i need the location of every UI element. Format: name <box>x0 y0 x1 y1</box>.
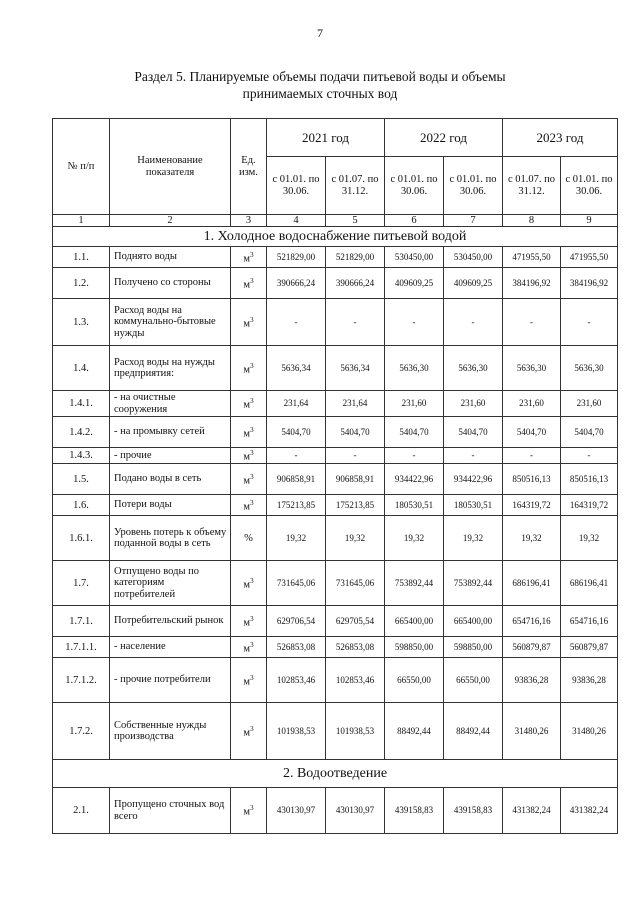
value-cell: 231,60 <box>503 391 561 417</box>
row-number: 1.7.1.2. <box>53 658 110 703</box>
unit-symbol: % <box>244 532 253 544</box>
header-period: с 01.01. по 30.06. <box>385 157 444 215</box>
header-period: с 01.07. по 31.12. <box>326 157 385 215</box>
unit-superscript: 3 <box>250 498 254 507</box>
row-name: Расход воды на коммунально-бытовые нужды <box>110 299 231 346</box>
row-name: Расход воды на нужды предприятия: <box>110 346 231 391</box>
header-period: с 01.01. по 30.06. <box>267 157 326 215</box>
unit-superscript: 3 <box>250 315 254 324</box>
row-unit <box>231 417 267 448</box>
value-cell: 471955,50 <box>503 247 561 268</box>
value-cell: 439158,83 <box>444 788 503 834</box>
table-row <box>53 268 618 299</box>
value-cell: 560879,87 <box>561 637 618 658</box>
row-number: 1.2. <box>53 268 110 299</box>
unit-symbol: м <box>243 279 251 291</box>
value-cell: 686196,41 <box>561 561 618 606</box>
unit-symbol: м <box>243 579 251 591</box>
row-name: - на очистные сооружения <box>110 391 231 417</box>
value-cell: 686196,41 <box>503 561 561 606</box>
unit-superscript: 3 <box>250 673 254 682</box>
value-cell: 5404,70 <box>326 417 385 448</box>
page-number: 7 <box>317 26 323 40</box>
unit-superscript: 3 <box>250 361 254 370</box>
row-number: 1.4.3. <box>53 448 110 464</box>
row-name: Получено со стороны <box>110 268 231 299</box>
value-cell: 5636,34 <box>267 346 326 391</box>
row-number: 1.3. <box>53 299 110 346</box>
header-unit: Ед. изм. <box>231 119 267 215</box>
value-cell: 906858,91 <box>326 464 385 495</box>
value-cell: 231,64 <box>267 391 326 417</box>
row-number: 1.7. <box>53 561 110 606</box>
index-cell: 8 <box>503 215 561 227</box>
header-name: Наименование показателя <box>110 119 231 215</box>
unit-superscript: 3 <box>250 614 254 623</box>
value-cell: 934422,96 <box>385 464 444 495</box>
unit-symbol: м <box>243 643 251 655</box>
value-cell: 93836,28 <box>561 658 618 703</box>
value-cell: 850516,13 <box>503 464 561 495</box>
table-row <box>53 391 618 417</box>
row-number: 1.4.2. <box>53 417 110 448</box>
value-cell: 431382,24 <box>503 788 561 834</box>
table-row <box>53 606 618 637</box>
value-cell: 5636,30 <box>444 346 503 391</box>
value-cell: 390666,24 <box>267 268 326 299</box>
value-cell: 5636,30 <box>503 346 561 391</box>
unit-symbol: м <box>243 676 251 688</box>
value-cell: 5404,70 <box>561 417 618 448</box>
value-cell: 906858,91 <box>267 464 326 495</box>
value-cell: 598850,00 <box>444 637 503 658</box>
table-row <box>53 346 618 391</box>
value-cell: 31480,26 <box>561 703 618 760</box>
table-row <box>53 417 618 448</box>
value-cell: 5404,70 <box>444 417 503 448</box>
header-period: с 01.01. по 30.06. <box>561 157 618 215</box>
value-cell: - <box>561 299 618 346</box>
unit-symbol: м <box>243 617 251 629</box>
value-cell: 5404,70 <box>503 417 561 448</box>
value-cell: 526853,08 <box>267 637 326 658</box>
value-cell: 753892,44 <box>385 561 444 606</box>
index-cell: 9 <box>561 215 618 227</box>
value-cell: 175213,85 <box>267 495 326 516</box>
value-cell: 731645,06 <box>326 561 385 606</box>
value-cell: 430130,97 <box>326 788 385 834</box>
value-cell: 598850,00 <box>385 637 444 658</box>
value-cell: 934422,96 <box>444 464 503 495</box>
table-row <box>53 658 618 703</box>
row-name: - население <box>110 637 231 658</box>
table-row <box>53 299 618 346</box>
value-cell: 409609,25 <box>385 268 444 299</box>
header-year-2022: 2022 год <box>385 119 503 157</box>
row-unit <box>231 268 267 299</box>
row-unit <box>231 346 267 391</box>
row-unit <box>231 516 267 561</box>
value-cell: 654716,16 <box>503 606 561 637</box>
unit-superscript: 3 <box>250 397 254 406</box>
row-number: 1.7.1.1. <box>53 637 110 658</box>
header-number: № п/п <box>53 119 110 215</box>
table-row <box>53 464 618 495</box>
unit-symbol: м <box>243 501 251 513</box>
value-cell: 231,60 <box>561 391 618 417</box>
table-row <box>53 516 618 561</box>
value-cell: - <box>444 448 503 464</box>
value-cell: 231,60 <box>444 391 503 417</box>
value-cell: 175213,85 <box>326 495 385 516</box>
row-name: - на промывку сетей <box>110 417 231 448</box>
table-row <box>53 448 618 464</box>
row-name: Подано воды в сеть <box>110 464 231 495</box>
table-row <box>53 788 618 834</box>
row-unit <box>231 606 267 637</box>
value-cell: 180530,51 <box>385 495 444 516</box>
row-number: 2.1. <box>53 788 110 834</box>
value-cell: 5404,70 <box>267 417 326 448</box>
value-cell: 471955,50 <box>561 247 618 268</box>
row-number: 1.1. <box>53 247 110 268</box>
header-year-2021: 2021 год <box>267 119 385 157</box>
value-cell: 560879,87 <box>503 637 561 658</box>
row-name: - прочие <box>110 448 231 464</box>
row-number: 1.5. <box>53 464 110 495</box>
value-cell: 19,32 <box>444 516 503 561</box>
header-year-2023: 2023 год <box>503 119 618 157</box>
value-cell: - <box>267 448 326 464</box>
value-cell: 31480,26 <box>503 703 561 760</box>
water-volume-table <box>52 118 618 834</box>
value-cell: 180530,51 <box>444 495 503 516</box>
unit-superscript: 3 <box>250 724 254 733</box>
value-cell: 19,32 <box>326 516 385 561</box>
value-cell: 654716,16 <box>561 606 618 637</box>
row-number: 1.7.2. <box>53 703 110 760</box>
value-cell: 101938,53 <box>267 703 326 760</box>
value-cell: 164319,72 <box>561 495 618 516</box>
value-cell: 102853,46 <box>326 658 385 703</box>
unit-superscript: 3 <box>250 250 254 259</box>
value-cell: 19,32 <box>503 516 561 561</box>
value-cell: 66550,00 <box>444 658 503 703</box>
table-row <box>53 637 618 658</box>
value-cell: 88492,44 <box>444 703 503 760</box>
header-period: с 01.07. по 31.12. <box>503 157 561 215</box>
row-unit <box>231 658 267 703</box>
value-cell: 384196,92 <box>561 268 618 299</box>
value-cell: 231,60 <box>385 391 444 417</box>
value-cell: 526853,08 <box>326 637 385 658</box>
row-number: 1.6. <box>53 495 110 516</box>
row-name: Поднято воды <box>110 247 231 268</box>
value-cell: 530450,00 <box>444 247 503 268</box>
value-cell: 93836,28 <box>503 658 561 703</box>
value-cell: 19,32 <box>267 516 326 561</box>
unit-symbol: м <box>243 727 251 739</box>
unit-superscript: 3 <box>250 640 254 649</box>
value-cell: 629705,54 <box>326 606 385 637</box>
index-cell: 7 <box>444 215 503 227</box>
value-cell: 665400,00 <box>385 606 444 637</box>
unit-symbol: м <box>243 428 251 440</box>
row-name: Уровень потерь к объему поданной воды в сеть <box>110 516 231 561</box>
table-row <box>53 495 618 516</box>
row-unit <box>231 637 267 658</box>
value-cell: 753892,44 <box>444 561 503 606</box>
unit-symbol: м <box>243 318 251 330</box>
index-cell: 4 <box>267 215 326 227</box>
value-cell: - <box>326 448 385 464</box>
row-number: 1.6.1. <box>53 516 110 561</box>
title-line-2: принимаемых сточных вод <box>242 86 398 101</box>
value-cell: 5636,30 <box>385 346 444 391</box>
row-name: Пропущено сточных вод всего <box>110 788 231 834</box>
row-name: Потребительский рынок <box>110 606 231 637</box>
section-title <box>60 68 580 102</box>
index-cell: 2 <box>110 215 231 227</box>
value-cell: - <box>561 448 618 464</box>
value-cell: 665400,00 <box>444 606 503 637</box>
row-unit <box>231 495 267 516</box>
value-cell: 88492,44 <box>385 703 444 760</box>
value-cell: 521829,00 <box>326 247 385 268</box>
unit-superscript: 3 <box>250 576 254 585</box>
unit-superscript: 3 <box>250 472 254 481</box>
value-cell: 629706,54 <box>267 606 326 637</box>
value-cell: 101938,53 <box>326 703 385 760</box>
index-cell: 3 <box>231 215 267 227</box>
value-cell: 431382,24 <box>561 788 618 834</box>
row-name: Отпущено воды по категориям потребителей <box>110 561 231 606</box>
index-cell: 6 <box>385 215 444 227</box>
unit-symbol: м <box>243 451 251 463</box>
unit-symbol: м <box>243 806 251 818</box>
table-row <box>53 561 618 606</box>
value-cell: 5636,30 <box>561 346 618 391</box>
row-unit <box>231 391 267 417</box>
value-cell: 430130,97 <box>267 788 326 834</box>
title-line-1: Раздел 5. Планируемые объемы подачи питьевой воды и объемы <box>134 69 506 84</box>
unit-superscript: 3 <box>250 449 254 458</box>
value-cell: - <box>326 299 385 346</box>
value-cell: 19,32 <box>385 516 444 561</box>
unit-superscript: 3 <box>250 804 254 813</box>
section-heading: 1. Холодное водоснабжение питьевой водой <box>53 227 618 247</box>
row-name: Собственные нужды производства <box>110 703 231 760</box>
section-heading: 2. Водоотведение <box>53 760 618 788</box>
value-cell: - <box>267 299 326 346</box>
value-cell: 102853,46 <box>267 658 326 703</box>
unit-symbol: м <box>243 399 251 411</box>
value-cell: 5636,34 <box>326 346 385 391</box>
unit-superscript: 3 <box>250 425 254 434</box>
table-row <box>53 247 618 268</box>
value-cell: 530450,00 <box>385 247 444 268</box>
value-cell: 731645,06 <box>267 561 326 606</box>
value-cell: 5404,70 <box>385 417 444 448</box>
row-number: 1.7.1. <box>53 606 110 637</box>
value-cell: 164319,72 <box>503 495 561 516</box>
row-unit <box>231 464 267 495</box>
row-unit <box>231 299 267 346</box>
row-number: 1.4.1. <box>53 391 110 417</box>
table-row <box>53 703 618 760</box>
unit-symbol: м <box>243 253 251 265</box>
value-cell: 384196,92 <box>503 268 561 299</box>
unit-symbol: м <box>243 475 251 487</box>
unit-symbol: м <box>243 364 251 376</box>
value-cell: - <box>385 448 444 464</box>
value-cell: - <box>444 299 503 346</box>
value-cell: 66550,00 <box>385 658 444 703</box>
row-unit <box>231 788 267 834</box>
row-number: 1.4. <box>53 346 110 391</box>
value-cell: 231,64 <box>326 391 385 417</box>
row-unit <box>231 561 267 606</box>
value-cell: 390666,24 <box>326 268 385 299</box>
row-unit <box>231 448 267 464</box>
row-name: Потери воды <box>110 495 231 516</box>
value-cell: - <box>503 299 561 346</box>
value-cell: - <box>503 448 561 464</box>
header-period: с 01.01. по 30.06. <box>444 157 503 215</box>
row-unit <box>231 247 267 268</box>
index-cell: 5 <box>326 215 385 227</box>
value-cell: 409609,25 <box>444 268 503 299</box>
row-name: - прочие потребители <box>110 658 231 703</box>
index-cell: 1 <box>53 215 110 227</box>
value-cell: 850516,13 <box>561 464 618 495</box>
value-cell: 521829,00 <box>267 247 326 268</box>
unit-superscript: 3 <box>250 276 254 285</box>
value-cell: - <box>385 299 444 346</box>
value-cell: 439158,83 <box>385 788 444 834</box>
row-unit <box>231 703 267 760</box>
value-cell: 19,32 <box>561 516 618 561</box>
